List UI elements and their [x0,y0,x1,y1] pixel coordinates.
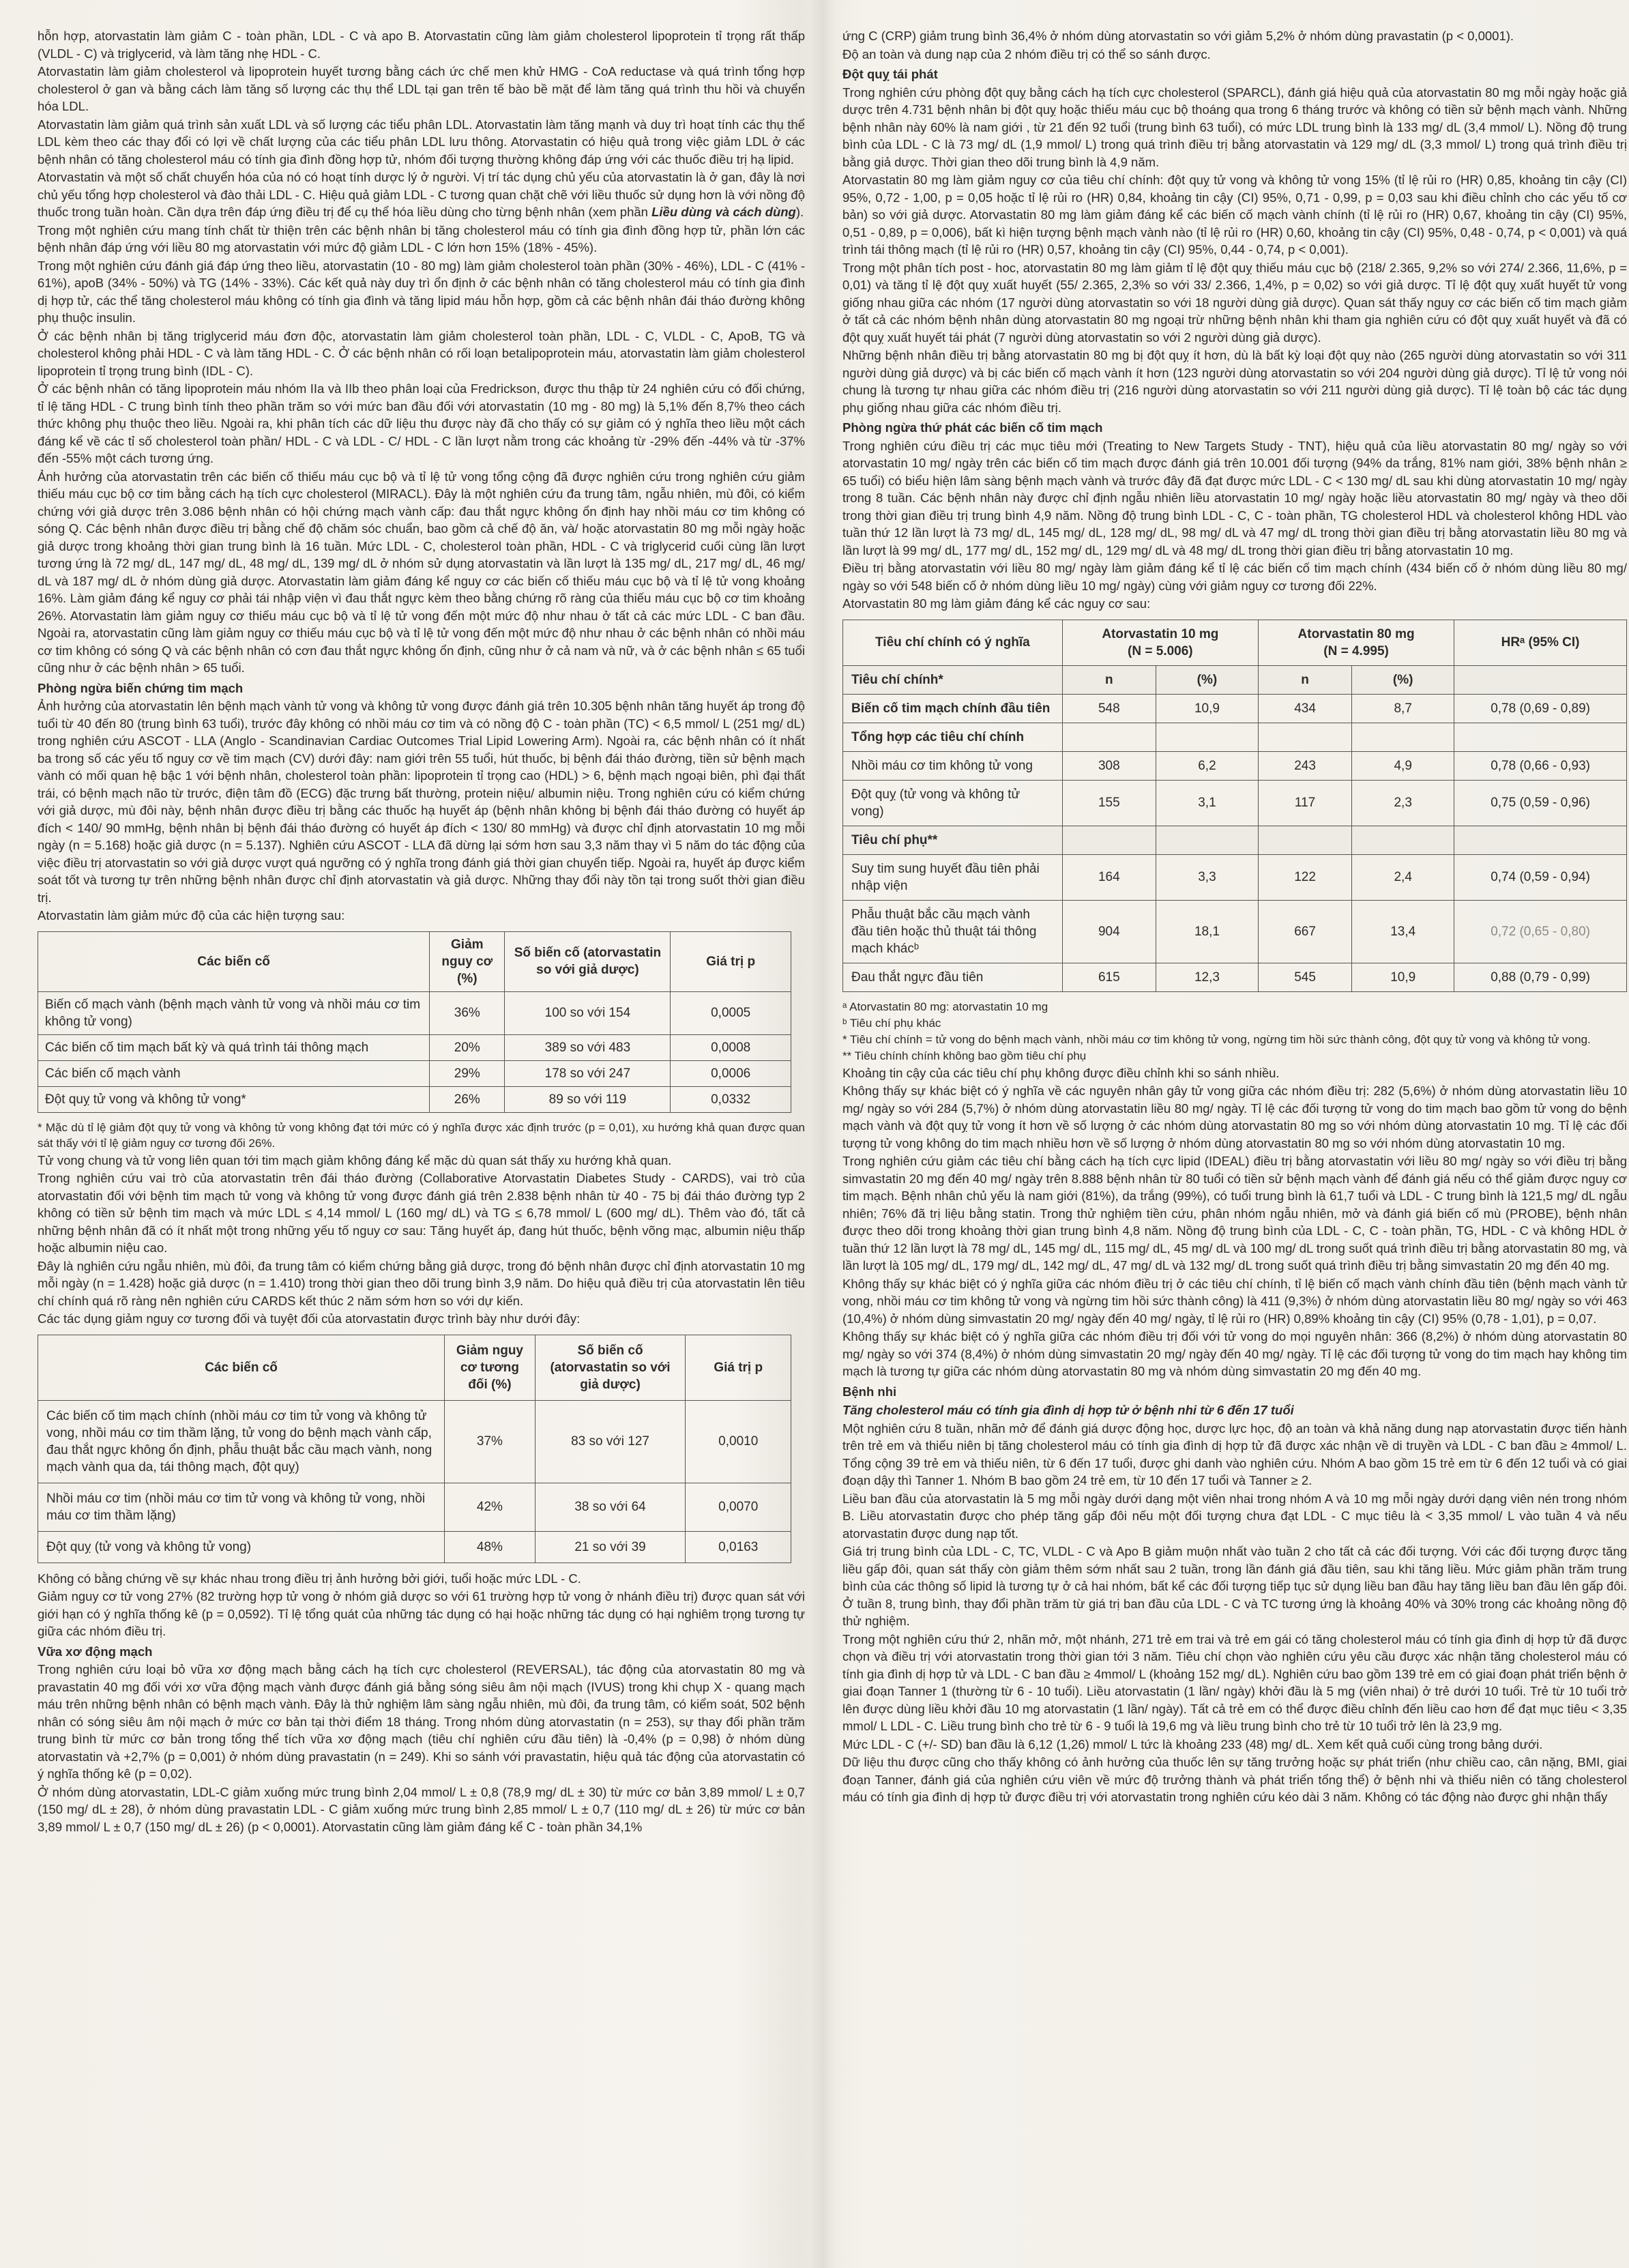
table-cell: 89 so với 119 [505,1086,671,1112]
table-row [843,694,1627,723]
table-row [38,991,791,1034]
paragraph: Một nghiên cứu 8 tuần, nhãn mở để đánh giá dược động học, dược lực học, độ an toàn và khả năng dung nạp atorvastatin được tiến hành trên trẻ em và thiếu niên bị tăng cholesterol máu có tính gia đình dị hợp tử đã được xác nhận về di truyền và LDL - C ban đầu ≥ 4mmol/ L. Tổng cộng 39 trẻ em và thiếu niên, từ 6 đến 17 tuổi, được ghi danh vào nghiên cứu. Nhóm A bao gồm 15 trẻ em từ 6 đến 12 tuổi và có giai đoạn dậy thì Tanner 1. Nhóm B bao gồm 24 trẻ em, từ 10 đến 17 tuổi và Tanner ≥ 2. [842,1421,1627,1487]
table-cell: Suy tim sung huyết đầu tiên phải nhập viện [843,854,1063,900]
footnote: ᵇ Tiêu chí phụ khác [842,1016,941,1030]
table-cell [1352,826,1454,854]
table-header-row [843,620,1627,665]
table-row [38,1483,791,1531]
subsection-heading: Tăng cholesterol máu có tính gia đình dị hợp tử ở bệnh nhi từ 6 đến 17 tuổi [842,1403,1294,1417]
table-row [843,751,1627,780]
table-cell [1062,826,1156,854]
table-cell: 904 [1062,900,1156,963]
table-cell: 36% [430,991,505,1034]
table-cell: Nhồi máu cơ tim (nhồi máu cơ tim tử vong và không tử vong, nhồi máu cơ tim thầm lặng) [38,1483,445,1531]
table-header: HRᵃ (95% CI) [1454,620,1627,665]
paragraph: Khoảng tin cậy của các tiêu chí phụ không được điều chỉnh khi so sánh nhiều. [842,1065,1280,1080]
table-cell: 308 [1062,751,1156,780]
table-cell [1156,723,1258,751]
paragraph: Không thấy sự khác biệt có ý nghĩa giữa các nhóm điều trị ở các tiêu chí chính, tỉ lệ biến cố mạch vành chính đầu tiên (bệnh mạch vành tử vong, nhồi máu cơ tim không tử vong và ngừng tim hồi sức thành công) là 411 (9,3%) ở nhóm dùng atorvastatin liều 80 mg/ ngày so với 463 (10,4%) ở nhóm dùng simvastatin 20 mg/ ngày đến 40 mg/ ngày, tỉ lệ rủi ro (HR) 0,89% khoảng tin cậy (CI) 95% (0,78 - 1,01), p = 0,07. [842,1276,1627,1326]
paragraph: Atorvastatin 80 mg làm giảm đáng kể các nguy cơ sau: [842,596,1151,611]
table-cell: Tiêu chí phụ** [843,826,1063,854]
paragraph: Trong nghiên cứu vai trò của atorvastatin trên đái tháo đường (Collaborative Atorvastatin Diabetes Study - CARDS), vai trò của atorvastatin đối với bệnh tim mạch tử vong và không tử vong được đánh giá trên 2.838 bệnh nhân từ 40 - 75 bị đái tháo đường typ 2 không có tiền sử bệnh tim mạch và mức LDL ≤ 4,14 mmol/ L (160 mg/ dL) và TG ≤ 6,78 mmol/ L (600 mg/ dL). Thêm vào đó, tất cả những bệnh nhân đã có ít nhất một trong những yếu tố nguy cơ sau: Tăng huyết áp, đang hút thuốc, bệnh võng mạc, albumin niệu thấp hoặc albumin niệu cao. [38,1171,805,1255]
table-header-row [38,1335,791,1400]
table-header-row [38,931,791,991]
table-cell: 0,0070 [686,1483,791,1531]
table-cell: 21 so với 39 [535,1531,686,1562]
table-cell: 29% [430,1060,505,1086]
paragraph: Ở nhóm dùng atorvastatin, LDL-C giảm xuống mức trung bình 2,04 mmol/ L ± 0,8 (78,9 mg/ dL ± 30) từ mức cơ bản 3,89 mmol/ L ± 0,7 (150 mg/ dL ± 28), ở nhóm dùng pravastatin LDL - C giảm xuống mức trung bình 2,85 mmol/ L ± 0,7 (110 mg/ dL ± 26) từ mức cơ bản 3,89 mmol/ L ± 0,7 (150 mg/ dL ± 26) (p < 0,0001). Atorvastatin cũng làm giảm đáng kể C - toàn phần 34,1% [38,1784,805,1834]
table-cell: 0,72 (0,65 - 0,80) [1454,900,1627,963]
table-row [38,1531,791,1562]
table-cell: 0,0005 [671,991,791,1034]
table-header-text: Atorvastatin 80 mg [1297,626,1415,641]
table-cell: 0,78 (0,69 - 0,89) [1454,694,1627,723]
paragraph: Trong nghiên cứu giảm các tiêu chí bằng cách hạ tích cực lipid (IDEAL) điều trị bằng atorvastatin với liều 80 mg/ ngày so với điều trị bằng simvastatin 20 mg đến 40 mg/ ngày trên 8.888 bệnh nhân từ 80 tuổi có tiền sử bệnh mạch vành để đánh giá nếu có thể giảm được nguy cơ tim mạch. Bệnh nhân chủ yếu là nam giới (81%), da trắng (99%), có tuổi trung bình là 61,7 tuổi và LDL - C trung bình là 121,5 mg/ dL ngẫu nhiên; 76% đã trị liệu bằng statin. Trong thử nghiệm tiền cứu, phân nhóm ngẫu nhiên, mở và đánh giá biến cố mù (PROBE), bệnh nhân được theo dõi trong khoảng thời gian trung bình 4,8 năm. Nồng độ trung bình của LDL - C, C - toàn phần, TG, HDL - C và không HDL ở tuần thứ 12 lần lượt là 78 mg/ dL, 145 mg/ dL, 115 mg/ dL, 45 mg/ dL và 100 mg/ dL trong suốt quá trình điều trị bằng atorvastatin 80 mg, và lần lượt là 105 mg/ dL, 179 mg/ dL, 142 mg/ dL, 47 mg/ dL và 132 mg/ dL trong suốt quá trình điều trị bằng simvastatin 20 mg đến 40 mg. [842,1154,1627,1273]
paragraph: Atorvastatin làm giảm mức độ của các hiện tượng sau: [38,908,345,922]
table-cell: 26% [430,1086,505,1112]
table-cell: 0,0332 [671,1086,791,1112]
table-cell: n [1258,665,1351,694]
table-subheader-row [843,826,1627,854]
table-cell: 0,78 (0,66 - 0,93) [1454,751,1627,780]
table-cell: Biến cố mạch vành (bệnh mạch vành tử vong và nhồi máu cơ tim không tử vong) [38,991,430,1034]
table-cell: 37% [445,1400,535,1483]
table-cell: 0,88 (0,79 - 0,99) [1454,963,1627,991]
table-row [843,854,1627,900]
table-cell: 42% [445,1483,535,1531]
ascot-results-table [38,931,791,1113]
table-row [843,963,1627,991]
paragraph: Ở các bệnh nhân có tăng lipoprotein máu nhóm IIa và IIb theo phân loại của Fredrickson, được thu thập từ 24 nghiên cứu có đối chứng, tỉ lệ tăng HDL - C trung bình tính theo phần trăm so với mức ban đầu đối với atorvastatin (10 mg - 80 mg) là 5,1% đến 8,7% theo cách thức không phụ thuộc theo liều. Ngoài ra, khi phân tích các dữ liệu thu được này đã cho thấy có sự giảm có ý nghĩa theo liều một cách đáng kể về các tỉ số cholesterol toàn phần/ HDL - C và LDL - C/ HDL - C lần lượt nằm trong các khoảng từ -29% đến -44% và từ -37% đến -55% một cách tương ứng. [38,381,805,465]
paragraph: Trong nghiên cứu phòng đột quỵ bằng cách hạ tích cực cholesterol (SPARCL), đánh giá hiệu quả của atorvastatin 80 mg mỗi ngày hoặc giả dược trên 4.731 bệnh nhân bị đột quỵ hoặc thiếu máu cục bộ thoáng qua trong 6 tháng trước và không có tiền sử bệnh mạch vành. Những bệnh nhân này 60% là nam giới , từ 21 đến 92 tuổi (trung bình 63 tuổi), có mức LDL trung bình là 133 mg/ dL (3,4 mmol/ L). Nồng độ trung bình của LDL - C là 73 mg/ dL (1,9 mmol/ L) trong quá trình điều trị bằng atorvastatin và 129 mg/ dL (3,3 mmol/ L) trong quá trình điều trị bằng giả dược. Thời gian theo dõi trung bình là 4,9 năm. [842,85,1627,169]
table-cell: 548 [1062,694,1156,723]
cross-reference: Liều dùng và cách dùng [651,205,796,219]
table-cell: Tiêu chí chính* [843,665,1063,694]
footnote: ᵃ Atorvastatin 80 mg: atorvastatin 10 mg [842,1000,1048,1013]
left-column [38,27,805,1836]
paragraph: Các tác dụng giảm nguy cơ tương đối và tuyệt đối của atorvastatin được trình bày như dưới đây: [38,1311,581,1326]
table-header: Các biến cố [38,931,430,991]
table-cell [1352,723,1454,751]
footnote: ** Tiêu chính chính không bao gồm tiêu chí phụ [842,1049,1087,1062]
table-cell: Nhồi máu cơ tim không tử vong [843,751,1063,780]
table-cell: 434 [1258,694,1351,723]
table-row [38,1034,791,1060]
table-cell: 10,9 [1352,963,1454,991]
table-cell: 0,0006 [671,1060,791,1086]
table-cell: 6,2 [1156,751,1258,780]
table-cell: 10,9 [1156,694,1258,723]
paragraph: Atorvastatin 80 mg làm giảm nguy cơ của tiêu chí chính: đột quỵ tử vong và không tử vong 15% (tỉ lệ rủi ro (HR) 0,85, khoảng tin cậy (CI) 95%, 0,72 - 1,00, p = 0,05 hoặc tỉ lệ rủi ro (HR) 0,84, khoảng tin cậy (CI) 95%, 0,71 - 0,99, p = 0,03 sau khi điều chỉnh cho các yếu tố cơ bản) so với giả dược. Atorvastatin 80 mg làm giảm đáng kể các biến cố mạch vành chính (tỉ lệ rủi ro (HR) 0,67, khoảng tin cậy (CI) 95%, 0,51 - 0,89, p = 0,006), bất kì hiện tượng bệnh mạch vành nào (tỉ lệ rủi ro (HR) 0,60, khoảng tin cậy (CI) 95%, 0,48 - 0,74, p < 0,001) và quá trình tái thông mạch (tỉ lệ rủi ro (HR) 0,57, khoảng tin cậy (CI) 95%, 0,44 - 0,74, p < 0,001). [842,173,1627,257]
table-header: Giá trị p [686,1335,791,1400]
paragraph: Không thấy sự khác biệt có ý nghĩa về các nguyên nhân gây tử vong giữa các nhóm điều trị: 282 (5,6%) ở nhóm dùng atorvastatin liều 10 mg/ ngày so với 284 (5,7%) ở nhóm dùng atorvastatin liều 80 mg/ ngày. Tỉ lệ các đối tượng tử vong do tim mạch bao gồm tử vong do bệnh mạch vành và đột quỵ tử vong ít hơn về số lượng ở các nhóm dùng atorvastatin 80 mg so với nhóm dùng atorvastatin 10 mg. Tỉ lệ các đối tượng tử vong không do tim mạch nhiều hơn về số lượng ở nhóm dùng atorvastatin 80 mg so với nhóm dùng atorvastatin 10 mg. [842,1084,1627,1150]
paragraph: hỗn hợp, atorvastatin làm giảm C - toàn phần, LDL - C và apo B. Atorvastatin cũng làm giảm cholesterol lipoprotein tỉ trọng rất thấp (VLDL - C) và triglycerid, và làm tăng nhẹ HDL - C. [38,29,805,61]
table-row [843,900,1627,963]
table-cell: Tổng hợp các tiêu chí chính [843,723,1063,751]
page-fold [810,0,835,2268]
paragraph: Giá trị trung bình của LDL - C, TC, VLDL - C và Apo B giảm muộn nhất vào tuần 2 cho tất cả các đối tượng. Với các đối tượng được tăng liều gấp đôi, quan sát thấy còn giảm thêm sớm nhất sau 2 tuần, trong lần đánh giá đầu tiên, sau khi tăng liều. Mức giảm phần trăm trung bình của các thông số lipid là tương tự ở cả hai nhóm, bất kể các đối tượng tiếp tục sử dụng liều ban đầu hay tăng liều ban đầu lên gấp đôi. Ở tuần 8, trung bình, thay đổi phần trăm từ giá trị ban đầu của LDL - C và TC tương ứng là khoảng 40% và 30% trong các khoảng nồng độ thử nghiệm. [842,1544,1627,1628]
paragraph: Trong một nghiên cứu mang tính chất từ thiện trên các bệnh nhân bị tăng cholesterol máu có tính gia đình đồng hợp tử, phần lớn các bệnh nhân đáp ứng với liều 80 mg atorvastatin với mức độ giảm LDL - C lớn hơn 15% (18% - 45%). [38,222,805,255]
table-cell: 117 [1258,780,1351,826]
paragraph: Atorvastatin làm giảm quá trình sản xuất LDL và số lượng các tiểu phân LDL. Atorvastatin làm tăng mạnh và duy trì hoạt tính các thụ thể LDL kèm theo các thay đổi có lợi về chất lượng của các tiểu phân LDL lưu thông. Atorvastatin có hiệu quả trong việc giảm LDL ở các bệnh nhân có tăng cholesterol máu có tính gia đình đồng hợp tử, nhóm đối tượng thường không đáp ứng với các thuốc điều trị hạ lipid. [38,117,805,166]
table-row [38,1060,791,1086]
table-header-text: (N = 5.006) [1128,643,1193,658]
table-cell: 12,3 [1156,963,1258,991]
table-header [1258,620,1454,665]
table-cell: 389 so với 483 [505,1034,671,1060]
table-cell: n [1062,665,1156,694]
paragraph: Trong nghiên cứu loại bỏ vữa xơ động mạch bằng cách hạ tích cực cholesterol (REVERSAL), tác động của atorvastatin 80 mg và pravastatin 40 mg đối với xơ vữa động mạch vành được đánh giá bằng sóng siêu âm nội mạch (IVUS) trong khi chụp X - quang mạch máu trên những bệnh nhân có bệnh mạch vành. Đây là thử nghiệm lâm sàng ngẫu nhiên, mù đôi, đa trung tâm, có kiểm soát, 502 bệnh nhân có sóng siêu âm nội mạch ở mức cơ bản tại thời điểm 18 tháng. Trong nhóm dùng atorvastatin (n = 253), sự thay đổi phần trăm trung bình từ mức cơ bản trong tổng thể tích vữa xơ động mạch (tiêu chí nghiên cứu đầu tiên) là -0,4% (p = 0,98) ở nhóm dùng atorvastatin và +2,7% (p = 0,001) ở nhóm dùng pravastatin (n = 249). Khi so sánh với pravastatin, hiệu quả tác động của atorvastatin có ý nghĩa thống kê (p = 0,02). [38,1662,805,1781]
table-cell [1454,723,1627,751]
table-cell: Đột quỵ (tử vong và không tử vong) [843,780,1063,826]
paragraph: Không có bằng chứng về sự khác nhau trong điều trị ảnh hưởng bởi giới, tuổi hoặc mức LDL - C. [38,1571,581,1586]
paragraph: Giảm nguy cơ tử vong 27% (82 trường hợp tử vong ở nhóm giả dược so với 61 trường hợp tử vong ở nhánh điều trị) được quan sát với giới hạn có ý nghĩa thống kê (p = 0,0592). Tỉ lệ tổng quát của những tác dụng có hại hoặc những tác dụng có hại nghiêm trọng tương tự giữa các nhóm điều trị. [38,1589,805,1638]
paragraph: Liều ban đầu của atorvastatin là 5 mg mỗi ngày dưới dạng một viên nhai trong nhóm A và 10 mg mỗi ngày dưới dạng viên nén trong nhóm B. Liều atorvastatin được cho phép tăng gấp đôi nếu một đối tượng chưa đạt LDL - C mục tiêu là < 3,35 mmol/ L vào tuần 4 và nếu atorvastatin được dung nạp tốt. [842,1491,1627,1541]
table-cell: 155 [1062,780,1156,826]
table-cell: Đau thắt ngực đầu tiên [843,963,1063,991]
tnt-results-table [842,620,1627,992]
table-cell: Biến cố tim mạch chính đầu tiên [843,694,1063,723]
paragraph: Trong một nghiên cứu thứ 2, nhãn mở, một nhánh, 271 trẻ em trai và trẻ em gái có tăng cholesterol máu có tính gia đình dị hợp tử đã được chọn và điều trị với atorvastatin trong thời gian tới 3 năm. Tiêu chí chọn vào nghiên cứu yêu cầu được xác nhận tăng cholesterol máu có tính gia đình dị hợp tử và LDL - C ban đầu ≥ 4mmol/ L (khoảng 152 mg/ dL). Nghiên cứu bao gồm 139 trẻ em có giai đoạn phát triển bệnh ở giai đoạn Tanner 1 (thường từ 6 - 10 tuổi). Liều atorvastatin (1 lần/ ngày) khởi đầu là 5 mg (viên nhai) ở trẻ dưới 10 tuổi. Trẻ từ 10 tuổi trở lên được dùng liều khởi đầu 10 mg atorvastatin (1 lần/ ngày). Tất cả trẻ em có thể được điều chỉnh đến liều cao hơn để đạt mục tiêu < 3,35 mmol/ L LDL - C. Liều trung bình cho trẻ từ 6 - 9 tuổi là 19,6 mg và liều trung bình cho trẻ từ 10 tuổi trở lên là 23,9 mg. [842,1631,1627,1733]
section-heading: Phòng ngừa biến chứng tim mạch [38,680,244,695]
table-cell: 164 [1062,854,1156,900]
paragraph: Ảnh hưởng của atorvastatin trên các biến cố thiếu máu cục bộ và tỉ lệ tử vong tổng cộng đã được nghiên cứu trong nghiên cứu giảm thiếu máu cục bộ cơ tim bằng cách hạ tích cực cholesterol (MIRACL). Đây là một nghiên cứu đa trung tâm, ngẫu nhiên, mù đôi, có kiểm chứng với giả dược trên 3.086 bệnh nhân có hội chứng mạch vành cấp: đau thắt ngực không ổn định hay nhồi máu cơ tim không có sóng Q. Các bệnh nhân được điều trị bằng chế độ chăm sóc chuẩn, bao gồm cả chế độ ăn, và/ hoặc atorvastatin 80 mg mỗi ngày hoặc giả dược trong khoảng thời gian trung bình là 16 tuần. Mức LDL - C, cholesterol toàn phần, HDL - C và triglycerid cuối cùng lần lượt tương ứng là 72 mg/ dL, 147 mg/ dL, 48 mg/ dL, 139 mg/ dL ở nhóm sử dụng atorvastatin và lần lượt là 135 mg/ dL, 217 mg/ dL, 46 mg/ dL và 187 mg/ dL ở nhóm dùng giả dược. Atorvastatin làm giảm đáng kể nguy cơ các biến cố thiếu máu cục bộ và tỉ lệ tử vong khoảng 16%. Làm giảm đáng kể nguy cơ phải tái nhập viện vì đau thắt ngực kèm theo bằng chứng rõ ràng của thiếu máu cục bộ cơ tim khoảng 26%. Atorvastatin làm giảm nguy cơ thiếu máu cục bộ và tỉ lệ tử vong đến một mức độ như nhau ở tất cả các mức LDL - C ban đầu. Ngoài ra, atorvastatin cũng làm giảm nguy cơ thiếu máu cục bộ và tỉ lệ tử vong đến một mức độ như nhau ở các bệnh nhân có nhồi máu cơ tim không có sóng Q và các bệnh nhân có cơn đau thắt ngực không ổn định, cũng như ở cả nam và nữ, và ở các bệnh nhân ≤ 65 tuổi cũng như ở các bệnh nhân > 65 tuổi. [38,469,805,675]
section-heading: Vữa xơ động mạch [38,1644,153,1659]
table-header: Giảm nguy cơ (%) [430,931,505,991]
paragraph: Độ an toàn và dung nạp của 2 nhóm điều trị có thể so sánh được. [842,46,1211,61]
table-cell: (%) [1352,665,1454,694]
table-header-text: (N = 4.995) [1323,643,1389,658]
table-cell: (%) [1156,665,1258,694]
table-cell: 0,74 (0,59 - 0,94) [1454,854,1627,900]
paragraph: Trong một phân tích post - hoc, atorvastatin 80 mg làm giảm tỉ lệ đột quỵ thiếu máu cục bộ (218/ 2.365, 9,2% so với 274/ 2.366, 11,6%, p = 0,01) và tăng tỉ lệ đột quỵ xuất huyết (55/ 2.365, 2,3% so với 33/ 2.366, 1,4%, p = 0,02) so với giả dược. Tỉ lệ đột quỵ xuất huyết tử vong giống nhau giữa các nhóm (17 người dùng atorvastatin so với 18 người dùng giả dược). Quan sát thấy nguy cơ các biến cố tim mạch giảm ở tất cả các nhóm bệnh nhân dùng atorvastatin 80 mg ngoại trừ những bệnh nhân khi tham gia nghiên cứu có đột quỵ xuất huyết và đã có đột quỵ xuất huyết tái phát (7 người dùng atorvastatin so với 2 người dùng giả dược). [842,260,1627,345]
table-cell: Các biến cố tim mạch bất kỳ và quá trình tái thông mạch [38,1034,430,1060]
table-header: Giảm nguy cơ tương đối (%) [445,1335,535,1400]
paragraph: Mức LDL - C (+/- SD) ban đầu là 6,12 (1,26) mmol/ L tức là khoảng 233 (48) mg/ dL. Xem kết quả cuối cùng trong bảng dưới. [842,1736,1543,1751]
paragraph-text: ). [795,205,804,219]
table-cell: 48% [445,1531,535,1562]
table-row [38,1086,791,1112]
table-row [843,723,1627,751]
table-header: Giá trị p [671,931,791,991]
paragraph: Trong một nghiên cứu đánh giá đáp ứng theo liều, atorvastatin (10 - 80 mg) làm giảm cholesterol toàn phần (30% - 46%), LDL - C (41% - 61%), apoB (34% - 50%) và TG (14% - 33%). Các kết quả này duy trì ổn định ở các bệnh nhân có tăng cholesterol máu có tính gia đình dị hợp tử, các thể tăng cholesterol máu không có tính gia đình và tăng lipid máu hỗn hợp, gồm cả các bệnh nhân đái tháo đường không phụ thuộc insulin. [38,258,805,325]
table-cell: 3,1 [1156,780,1258,826]
cards-results-table [38,1335,791,1563]
paragraph: Dữ liệu thu được cũng cho thấy không có ảnh hưởng của thuốc lên sự tăng trưởng hoặc sự phát triển (như chiều cao, cân nặng, BMI, giai đoạn Tanner, đánh giá của nghiên cứu viên về mức độ trưởng thành và phát triển tổng thể) ở bệnh nhi và thiếu niên có tăng cholesterol máu có tính gia đình dị hợp tử được điều trị với atorvastatin trong nghiên cứu kéo dài 3 năm. Không có tác động nào được ghi nhận thấy [842,1755,1627,1804]
table-header: Số biến cố (atorvastatin so với giả dược) [505,931,671,991]
paragraph: Không thấy sự khác biệt có ý nghĩa giữa các nhóm điều trị đối với tử vong do mọi nguyên nhân: 366 (8,2%) ở nhóm dùng atorvastatin 80 mg/ ngày so với 374 (8,4%) ở nhóm dùng simvastatin 20 mg/ ngày đến 40 mg/ ngày. Tỉ lệ các đối tượng tử vong do tim mạch hay không tim mạch là tương tự giữa các nhóm dùng atorvastatin 80 mg và nhóm dùng simvastatin 20 mg đến 40 mg. [842,1329,1627,1378]
table-header [1062,620,1258,665]
table-cell: 0,75 (0,59 - 0,96) [1454,780,1627,826]
table-cell: Đột quỵ (tử vong và không tử vong) [38,1531,445,1562]
table-cell: Các biến cố tim mạch chính (nhồi máu cơ tim tử vong và không tử vong, nhồi máu cơ tim thầm lặng, tử vong do bệnh mạch vành cấp, đau thắt ngực không ổn định, phẫu thuật bắc cầu mạch vành, nong mạch vành qua da, tái thông mạch, đột quỵ) [38,1400,445,1483]
table-cell: 0,0010 [686,1400,791,1483]
table-cell [1454,826,1627,854]
paragraph: Điều trị bằng atorvastatin với liều 80 mg/ ngày làm giảm đáng kể tỉ lệ các biến cố tim mạch chính (434 biến cố ở nhóm dùng liều 80 mg/ ngày so với 548 biến cố ở nhóm dùng liều 10 mg/ ngày) cùng với giảm nguy cơ tương đối 22%. [842,561,1627,593]
paragraph: Đây là nghiên cứu ngẫu nhiên, mù đôi, đa trung tâm có kiểm chứng bằng giả dược, trong đó bệnh nhân được chỉ định atorvastatin 10 mg mỗi ngày (n = 1.428) hoặc giả dược (n = 1.410) trong thời gian theo dõi trung bình 3,9 năm. Do hiệu quả điều trị của atorvastatin lên tiêu chí chính quá rõ ràng nên nghiên cứu CARDS kết thúc 2 năm sớm hơn so với dự kiến. [38,1258,805,1308]
table-cell: 20% [430,1034,505,1060]
table-header: Các biến cố [38,1335,445,1400]
table-cell: Đột quỵ tử vong và không tử vong* [38,1086,430,1112]
footnote: * Mặc dù tỉ lệ giảm đột quỵ tử vong và không tử vong không đạt tới mức có ý nghĩa được xác định trước (p = 0,01), xu hướng khả quan được quan sát thấy với tỉ lệ giảm nguy cơ tương đối 26%. [38,1120,805,1150]
table-cell: 38 so với 64 [535,1483,686,1531]
table-cell: 0,0163 [686,1531,791,1562]
table-cell: 243 [1258,751,1351,780]
paragraph: Ở các bệnh nhân bị tăng triglycerid máu đơn độc, atorvastatin làm giảm cholesterol toàn phần, LDL - C, VLDL - C, ApoB, TG và cholesterol không phải HDL - C và làm tăng HDL - C. Ở các bệnh nhân có rối loạn betalipoprotein máu, atorvastatin làm giảm cholesterol lipoprotein tỉ trọng trung bình (IDL - C). [38,328,805,378]
section-heading: Phòng ngừa thứ phát các biến cố tim mạch [842,420,1103,435]
table-cell: Phẫu thuật bắc cầu mạch vành đầu tiên hoặc thủ thuật tái thông mạch khácᵇ [843,900,1063,963]
table-header: Số biến cố (atorvastatin so với giả dược) [535,1335,686,1400]
table-cell: Các biến cố mạch vành [38,1060,430,1086]
table-cell: 0,0008 [671,1034,791,1060]
table-cell: 2,4 [1352,854,1454,900]
table-cell: 122 [1258,854,1351,900]
table-row [38,1400,791,1483]
section-heading: Bệnh nhi [842,1384,897,1399]
paragraph: Những bệnh nhân điều trị bằng atorvastatin 80 mg bị đột quỵ ít hơn, dù là bất kỳ loại đột quỵ nào (265 người dùng atorvastatin so với 311 người dùng giả dược) và bị các biến cố mạch vành ít hơn (123 người dùng atorvastatin so với 204 người dùng giả dược). Tỉ lệ tử vong nói chung là tương tự nhau giữa các nhóm điều trị (216 người dùng atorvastatin so với 211 người dùng giả dược). Tỉ lệ toàn bộ các tác dụng phụ giống nhau giữa các nhóm điều trị. [842,348,1627,415]
paragraph: Ảnh hưởng của atorvastatin lên bệnh mạch vành tử vong và không tử vong được đánh giá trên 10.305 bệnh nhân tăng huyết áp trong độ tuổi từ 40 đến 80 (trung bình 63 tuổi), trước đây không có nhồi máu cơ tim và có nồng độ C - toàn phần (TC) < 6,5 mmol/ L (251 mg/ dL) trong nghiên cứu ASCOT - LLA (Anglo - Scandinavian Cardiac Outcomes Trial Lipid Lowering Arm). Ngoài ra, các bệnh nhân có ít nhất ba trong số các yếu tố nguy cơ về tim mạch (CV) dưới đây: nam giới trên 55 tuổi, hút thuốc, bị bệnh đái tháo đường, tiền sử bệnh mạch vành có mối quan hệ bậc 1 với bệnh nhân, cholesterol toàn phần: lipoprotein tỉ trọng cao (HDL) > 6, bệnh mạch ngoại biên, phì đại thất trái, có bệnh mạch não từ trước, điện tâm đồ (ECG) đặc trưng bất thường, protein niệu/ albumin niệu. Trong nghiên cứu có kiểm chứng với giả dược, mù đôi này, bệnh nhân được điều trị bằng các thuốc hạ huyết áp (bệnh nhân không bị bệnh đái tháo đường có huyết áp đích < 140/ 90 mmHg, bệnh nhân bị bệnh đái tháo đường có huyết áp đích < 130/ 80 mmHg) và được chỉ định atorvastatin 10 mg mỗi ngày (n = 5.168) hoặc giả dược (n = 5.137). Nghiên cứu ASCOT - LLA đã dừng lại sớm hơn sau 3,3 năm thay vì 5 năm do tác động của việc điều trị atorvastatin so với giả dược vượt quá ngưỡng có ý nghĩa trong đánh giá thời gian chuyển tiếp. Ngoài ra, huyết áp được kiểm soát tốt và tương tự trên những bệnh nhân được chỉ định atorvastatin và giả dược. Những thay đổi này tồn tại trong suốt thời gian điều trị. [38,699,805,905]
table-header-text: Atorvastatin 10 mg [1102,626,1219,641]
table-subheader-row [843,665,1627,694]
table-cell [1454,665,1627,694]
table-cell: 667 [1258,900,1351,963]
table-cell: 2,3 [1352,780,1454,826]
paragraph [38,169,805,221]
table-cell: 18,1 [1156,900,1258,963]
table-cell [1258,826,1351,854]
table-cell: 615 [1062,963,1156,991]
table-cell [1062,723,1156,751]
table-cell: 4,9 [1352,751,1454,780]
table-cell: 13,4 [1352,900,1454,963]
table-cell [1258,723,1351,751]
table-cell: 178 so với 247 [505,1060,671,1086]
paragraph: ứng C (CRP) giảm trung bình 36,4% ở nhóm dùng atorvastatin so với giảm 5,2% ở nhóm dùng pravastatin (p < 0,0001). [842,29,1514,43]
table-header: Tiêu chí chính có ý nghĩa [843,620,1063,665]
right-column [842,27,1627,1807]
paragraph-text: Atorvastatin và một số chất chuyển hóa của nó có hoạt tính dược lý ở người. Vị trí tác dụng chủ yếu của atorvastatin là ở gan, đây là nơi chủ yếu tổng hợp cholesterol và đào thải LDL - C. Hiệu quả giảm LDL - C tương quan chặt chẽ với liều thuốc sử dụng hơn là với nồng độ thuốc trong tuần hoàn. Cần dựa trên đáp ứng điều trị để cụ thể hóa liều dùng cho từng bệnh nhân (xem phần [38,170,805,219]
paragraph: Atorvastatin làm giảm cholesterol và lipoprotein huyết tương bằng cách ức chế men khử HMG - CoA reductase và quá trình tổng hợp cholesterol ở gan và bằng cách làm tăng số lượng các thụ thể LDL tại gan trên tế bào bề mặt để làm tăng quá trình thu hồi và chuyển hóa LDL. [38,64,805,113]
table-cell [1156,826,1258,854]
section-heading: Đột quỵ tái phát [842,67,938,81]
table-cell: 83 so với 127 [535,1400,686,1483]
table-row [843,780,1627,826]
table-cell: 3,3 [1156,854,1258,900]
footnote: * Tiêu chí chính = tử vong do bệnh mạch vành, nhồi máu cơ tim không tử vong, ngừng tim hồi sức thành công, đột quỵ tử vong và không tử vong. [842,1032,1591,1046]
paragraph: Tử vong chung và tử vong liên quan tới tim mạch giảm không đáng kể mặc dù quan sát thấy xu hướng khả quan. [38,1152,672,1167]
table-cell: 100 so với 154 [505,991,671,1034]
table-cell: 8,7 [1352,694,1454,723]
table-cell: 545 [1258,963,1351,991]
paragraph: Trong nghiên cứu điều trị các mục tiêu mới (Treating to New Targets Study - TNT), hiệu quả của liều atorvastatin 80 mg/ ngày so với atorvastatin 10 mg/ ngày trên các biến cố tim mạch được đánh giá trên 10.001 đối tượng (94% da trắng, 81% nam giới, 38% bệnh nhân ≥ 65 tuổi) có biểu hiện lâm sàng bệnh mạch vành và trước đây đã đạt được mức LDL - C < 130 mg/ dL sau khi dùng atorvastatin 10 mg/ ngày trong 8 tuần. Các bệnh nhân này được chỉ định ngẫu nhiên liều atorvastatin 10 mg/ ngày hoặc liều atorvastatin 80 mg/ ngày và theo dõi trong thời gian điều trị trung bình 4,9 năm. Nồng độ trung bình LDL - C, C - toàn phần, TG cholesterol HDL và cholesterol không HDL vào tuần thứ 12 lần lượt là 73 mg/ dL, 145 mg/ dL, 128 mg/ dL, 98 mg/ dL và 47 mg/ dL trong thời gian điều trị bằng atorvastatin liều 80 mg và lần lượt là 99 mg/ dL, 177 mg/ dL, 152 mg/ dL, 129 mg/ dL và 48 mg/ dL trong thời gian điều trị bằng atorvastatin 10 mg. [842,438,1627,557]
